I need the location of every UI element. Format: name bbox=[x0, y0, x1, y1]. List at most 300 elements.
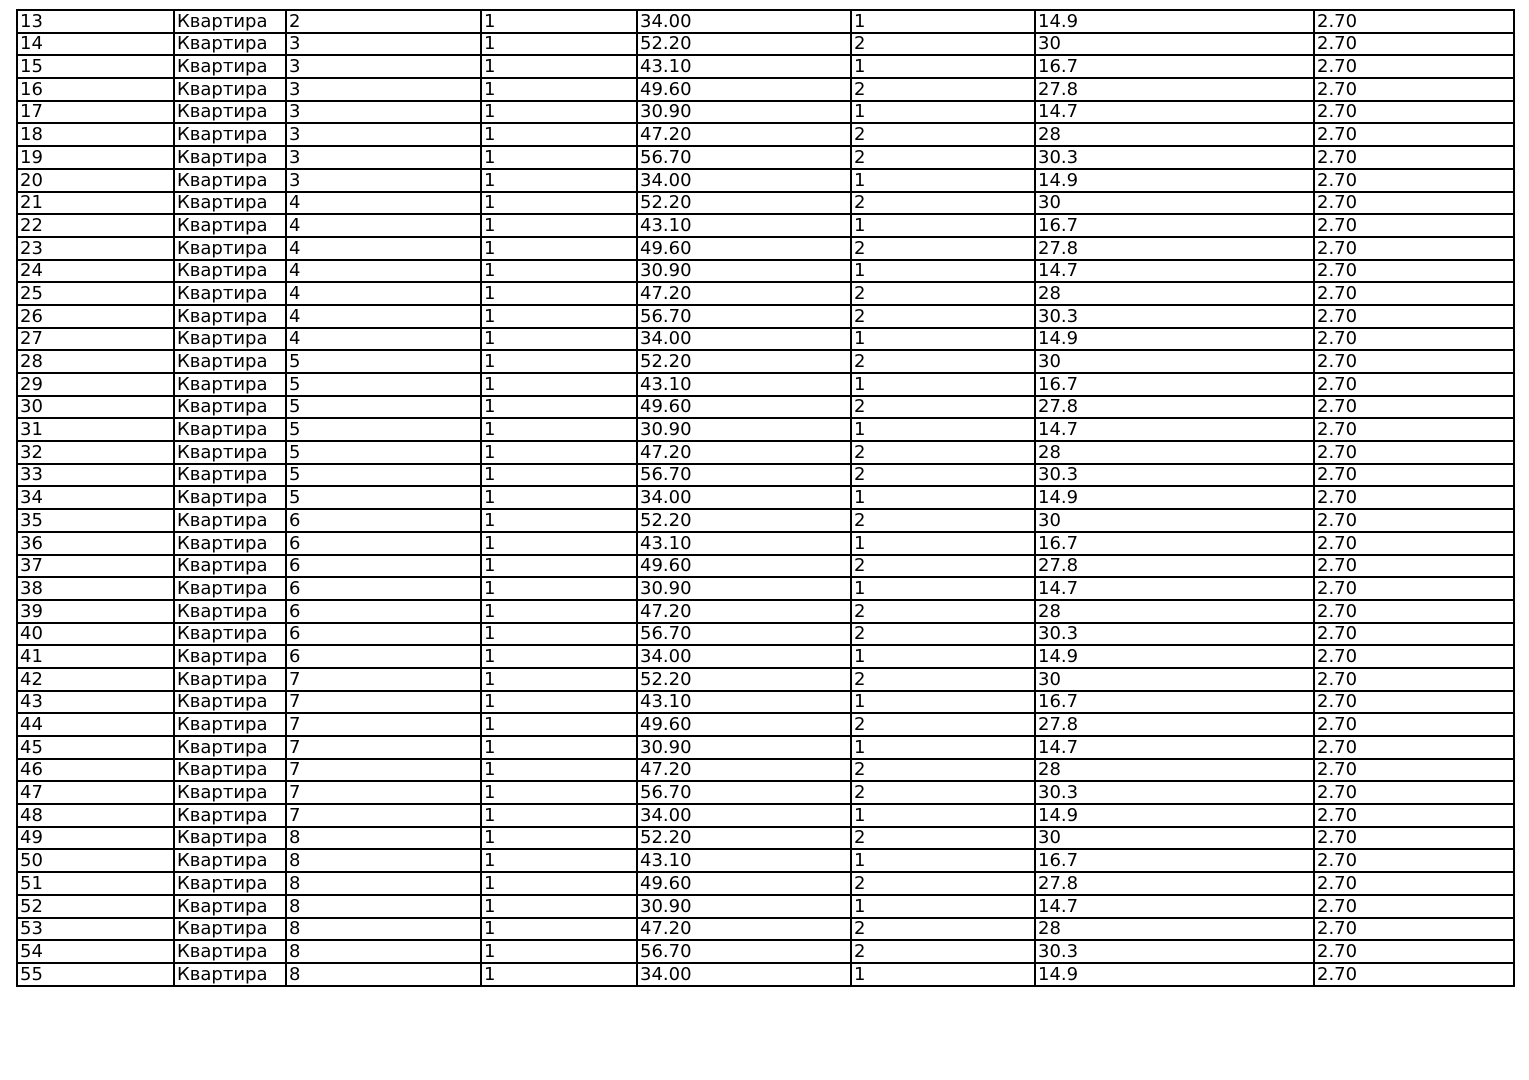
cell-total-area: 30.90 bbox=[637, 260, 851, 283]
cell-floor: 3 bbox=[286, 169, 481, 192]
cell-living-area: 16.7 bbox=[1035, 214, 1314, 237]
cell-section: 1 bbox=[481, 509, 637, 532]
cell-floor: 4 bbox=[286, 328, 481, 351]
table-row bbox=[17, 260, 1514, 283]
cell-section: 1 bbox=[481, 373, 637, 396]
cell-type: Квартира bbox=[174, 373, 286, 396]
table-row bbox=[17, 668, 1514, 691]
cell-living-area: 28 bbox=[1035, 600, 1314, 623]
cell-ceiling-height: 2.70 bbox=[1314, 827, 1514, 850]
cell-rooms: 1 bbox=[851, 736, 1035, 759]
cell-rooms: 2 bbox=[851, 940, 1035, 963]
cell-ceiling-height: 2.70 bbox=[1314, 78, 1514, 101]
cell-section: 1 bbox=[481, 10, 637, 33]
cell-living-area: 16.7 bbox=[1035, 691, 1314, 714]
cell-section: 1 bbox=[481, 645, 637, 668]
cell-section: 1 bbox=[481, 33, 637, 56]
cell-section: 1 bbox=[481, 623, 637, 646]
cell-type: Квартира bbox=[174, 555, 286, 578]
cell-living-area: 14.9 bbox=[1035, 10, 1314, 33]
cell-number: 22 bbox=[17, 214, 174, 237]
cell-type: Квартира bbox=[174, 918, 286, 941]
cell-total-area: 34.00 bbox=[637, 10, 851, 33]
cell-floor: 3 bbox=[286, 55, 481, 78]
cell-section: 1 bbox=[481, 192, 637, 215]
cell-floor: 4 bbox=[286, 192, 481, 215]
cell-number: 14 bbox=[17, 33, 174, 56]
table-row bbox=[17, 736, 1514, 759]
cell-floor: 7 bbox=[286, 804, 481, 827]
cell-section: 1 bbox=[481, 328, 637, 351]
cell-floor: 3 bbox=[286, 101, 481, 124]
cell-floor: 3 bbox=[286, 33, 481, 56]
cell-type: Квартира bbox=[174, 396, 286, 419]
cell-type: Квартира bbox=[174, 486, 286, 509]
cell-ceiling-height: 2.70 bbox=[1314, 169, 1514, 192]
cell-number: 23 bbox=[17, 237, 174, 260]
table-row bbox=[17, 396, 1514, 419]
cell-type: Квартира bbox=[174, 509, 286, 532]
cell-living-area: 16.7 bbox=[1035, 373, 1314, 396]
cell-rooms: 2 bbox=[851, 623, 1035, 646]
cell-floor: 8 bbox=[286, 827, 481, 850]
cell-rooms: 1 bbox=[851, 260, 1035, 283]
cell-living-area: 14.9 bbox=[1035, 804, 1314, 827]
cell-type: Квартира bbox=[174, 668, 286, 691]
cell-floor: 6 bbox=[286, 555, 481, 578]
cell-floor: 5 bbox=[286, 464, 481, 487]
table-row bbox=[17, 781, 1514, 804]
cell-type: Квартира bbox=[174, 78, 286, 101]
cell-section: 1 bbox=[481, 600, 637, 623]
cell-floor: 5 bbox=[286, 441, 481, 464]
cell-rooms: 2 bbox=[851, 192, 1035, 215]
cell-type: Квартира bbox=[174, 759, 286, 782]
cell-total-area: 49.60 bbox=[637, 396, 851, 419]
cell-number: 13 bbox=[17, 10, 174, 33]
cell-total-area: 52.20 bbox=[637, 827, 851, 850]
cell-section: 1 bbox=[481, 555, 637, 578]
cell-floor: 8 bbox=[286, 849, 481, 872]
cell-total-area: 52.20 bbox=[637, 350, 851, 373]
cell-total-area: 49.60 bbox=[637, 78, 851, 101]
cell-rooms: 2 bbox=[851, 33, 1035, 56]
cell-living-area: 27.8 bbox=[1035, 396, 1314, 419]
cell-floor: 7 bbox=[286, 713, 481, 736]
cell-type: Квартира bbox=[174, 282, 286, 305]
cell-rooms: 1 bbox=[851, 169, 1035, 192]
table-row bbox=[17, 78, 1514, 101]
table-row bbox=[17, 464, 1514, 487]
cell-section: 1 bbox=[481, 872, 637, 895]
cell-total-area: 56.70 bbox=[637, 940, 851, 963]
cell-total-area: 47.20 bbox=[637, 918, 851, 941]
cell-floor: 6 bbox=[286, 532, 481, 555]
cell-ceiling-height: 2.70 bbox=[1314, 260, 1514, 283]
cell-rooms: 2 bbox=[851, 396, 1035, 419]
cell-living-area: 16.7 bbox=[1035, 532, 1314, 555]
cell-floor: 8 bbox=[286, 963, 481, 986]
cell-type: Квартира bbox=[174, 532, 286, 555]
cell-living-area: 28 bbox=[1035, 918, 1314, 941]
cell-section: 1 bbox=[481, 237, 637, 260]
cell-ceiling-height: 2.70 bbox=[1314, 532, 1514, 555]
cell-ceiling-height: 2.70 bbox=[1314, 305, 1514, 328]
cell-living-area: 30.3 bbox=[1035, 781, 1314, 804]
cell-ceiling-height: 2.70 bbox=[1314, 940, 1514, 963]
cell-type: Квартира bbox=[174, 736, 286, 759]
cell-type: Квартира bbox=[174, 214, 286, 237]
cell-total-area: 34.00 bbox=[637, 963, 851, 986]
cell-number: 34 bbox=[17, 486, 174, 509]
cell-ceiling-height: 2.70 bbox=[1314, 849, 1514, 872]
cell-rooms: 1 bbox=[851, 532, 1035, 555]
cell-number: 54 bbox=[17, 940, 174, 963]
cell-total-area: 47.20 bbox=[637, 759, 851, 782]
cell-rooms: 1 bbox=[851, 963, 1035, 986]
table-body bbox=[17, 10, 1514, 986]
table-row bbox=[17, 963, 1514, 986]
table-row bbox=[17, 237, 1514, 260]
cell-ceiling-height: 2.70 bbox=[1314, 713, 1514, 736]
cell-rooms: 2 bbox=[851, 668, 1035, 691]
cell-total-area: 30.90 bbox=[637, 101, 851, 124]
cell-living-area: 30.3 bbox=[1035, 305, 1314, 328]
cell-type: Квартира bbox=[174, 781, 286, 804]
cell-floor: 5 bbox=[286, 418, 481, 441]
cell-ceiling-height: 2.70 bbox=[1314, 396, 1514, 419]
cell-living-area: 30.3 bbox=[1035, 464, 1314, 487]
cell-section: 1 bbox=[481, 532, 637, 555]
cell-floor: 6 bbox=[286, 600, 481, 623]
cell-number: 48 bbox=[17, 804, 174, 827]
cell-section: 1 bbox=[481, 78, 637, 101]
cell-living-area: 14.7 bbox=[1035, 101, 1314, 124]
cell-total-area: 49.60 bbox=[637, 555, 851, 578]
cell-number: 26 bbox=[17, 305, 174, 328]
cell-section: 1 bbox=[481, 101, 637, 124]
cell-rooms: 2 bbox=[851, 237, 1035, 260]
cell-total-area: 47.20 bbox=[637, 441, 851, 464]
cell-type: Квартира bbox=[174, 123, 286, 146]
cell-number: 42 bbox=[17, 668, 174, 691]
cell-total-area: 52.20 bbox=[637, 33, 851, 56]
cell-number: 21 bbox=[17, 192, 174, 215]
table-row bbox=[17, 441, 1514, 464]
cell-floor: 5 bbox=[286, 486, 481, 509]
table-row bbox=[17, 759, 1514, 782]
table-row bbox=[17, 123, 1514, 146]
cell-ceiling-height: 2.70 bbox=[1314, 872, 1514, 895]
cell-living-area: 14.7 bbox=[1035, 260, 1314, 283]
cell-floor: 4 bbox=[286, 237, 481, 260]
cell-living-area: 14.7 bbox=[1035, 577, 1314, 600]
cell-floor: 2 bbox=[286, 10, 481, 33]
cell-type: Квартира bbox=[174, 849, 286, 872]
table-row bbox=[17, 214, 1514, 237]
cell-type: Квартира bbox=[174, 101, 286, 124]
cell-section: 1 bbox=[481, 55, 637, 78]
cell-ceiling-height: 2.70 bbox=[1314, 441, 1514, 464]
cell-total-area: 30.90 bbox=[637, 418, 851, 441]
cell-floor: 3 bbox=[286, 123, 481, 146]
cell-ceiling-height: 2.70 bbox=[1314, 328, 1514, 351]
cell-total-area: 56.70 bbox=[637, 781, 851, 804]
cell-total-area: 30.90 bbox=[637, 895, 851, 918]
cell-section: 1 bbox=[481, 350, 637, 373]
cell-ceiling-height: 2.70 bbox=[1314, 555, 1514, 578]
cell-type: Квартира bbox=[174, 260, 286, 283]
table-row bbox=[17, 350, 1514, 373]
table-row bbox=[17, 713, 1514, 736]
cell-section: 1 bbox=[481, 169, 637, 192]
cell-number: 53 bbox=[17, 918, 174, 941]
cell-total-area: 47.20 bbox=[637, 123, 851, 146]
cell-total-area: 43.10 bbox=[637, 532, 851, 555]
cell-total-area: 47.20 bbox=[637, 282, 851, 305]
cell-living-area: 14.9 bbox=[1035, 645, 1314, 668]
cell-rooms: 1 bbox=[851, 328, 1035, 351]
cell-number: 51 bbox=[17, 872, 174, 895]
cell-floor: 5 bbox=[286, 350, 481, 373]
cell-living-area: 28 bbox=[1035, 123, 1314, 146]
cell-ceiling-height: 2.70 bbox=[1314, 509, 1514, 532]
cell-floor: 5 bbox=[286, 373, 481, 396]
table-row bbox=[17, 804, 1514, 827]
cell-total-area: 30.90 bbox=[637, 736, 851, 759]
cell-section: 1 bbox=[481, 441, 637, 464]
cell-rooms: 1 bbox=[851, 101, 1035, 124]
cell-rooms: 1 bbox=[851, 486, 1035, 509]
cell-living-area: 28 bbox=[1035, 441, 1314, 464]
cell-rooms: 1 bbox=[851, 373, 1035, 396]
cell-section: 1 bbox=[481, 282, 637, 305]
cell-rooms: 1 bbox=[851, 10, 1035, 33]
cell-floor: 4 bbox=[286, 260, 481, 283]
cell-type: Квартира bbox=[174, 577, 286, 600]
table-row bbox=[17, 33, 1514, 56]
cell-number: 41 bbox=[17, 645, 174, 668]
cell-living-area: 30.3 bbox=[1035, 146, 1314, 169]
cell-rooms: 1 bbox=[851, 214, 1035, 237]
cell-floor: 8 bbox=[286, 872, 481, 895]
cell-type: Квартира bbox=[174, 418, 286, 441]
cell-floor: 8 bbox=[286, 918, 481, 941]
cell-floor: 3 bbox=[286, 78, 481, 101]
cell-type: Квартира bbox=[174, 305, 286, 328]
cell-section: 1 bbox=[481, 736, 637, 759]
cell-ceiling-height: 2.70 bbox=[1314, 33, 1514, 56]
cell-number: 44 bbox=[17, 713, 174, 736]
cell-ceiling-height: 2.70 bbox=[1314, 691, 1514, 714]
cell-living-area: 14.7 bbox=[1035, 895, 1314, 918]
cell-total-area: 34.00 bbox=[637, 328, 851, 351]
cell-total-area: 49.60 bbox=[637, 872, 851, 895]
cell-floor: 6 bbox=[286, 623, 481, 646]
cell-section: 1 bbox=[481, 123, 637, 146]
cell-living-area: 30 bbox=[1035, 33, 1314, 56]
cell-section: 1 bbox=[481, 849, 637, 872]
cell-floor: 8 bbox=[286, 895, 481, 918]
cell-total-area: 34.00 bbox=[637, 804, 851, 827]
cell-number: 39 bbox=[17, 600, 174, 623]
cell-ceiling-height: 2.70 bbox=[1314, 464, 1514, 487]
cell-number: 49 bbox=[17, 827, 174, 850]
cell-living-area: 14.9 bbox=[1035, 328, 1314, 351]
cell-living-area: 30.3 bbox=[1035, 940, 1314, 963]
cell-type: Квартира bbox=[174, 713, 286, 736]
table-row bbox=[17, 895, 1514, 918]
cell-rooms: 2 bbox=[851, 759, 1035, 782]
cell-living-area: 30 bbox=[1035, 668, 1314, 691]
cell-rooms: 2 bbox=[851, 123, 1035, 146]
cell-total-area: 49.60 bbox=[637, 713, 851, 736]
cell-ceiling-height: 2.70 bbox=[1314, 214, 1514, 237]
cell-floor: 8 bbox=[286, 940, 481, 963]
table-row bbox=[17, 55, 1514, 78]
cell-rooms: 1 bbox=[851, 645, 1035, 668]
cell-section: 1 bbox=[481, 895, 637, 918]
cell-floor: 6 bbox=[286, 577, 481, 600]
cell-ceiling-height: 2.70 bbox=[1314, 963, 1514, 986]
cell-number: 27 bbox=[17, 328, 174, 351]
table-row bbox=[17, 418, 1514, 441]
cell-rooms: 2 bbox=[851, 441, 1035, 464]
cell-living-area: 30 bbox=[1035, 350, 1314, 373]
table-row bbox=[17, 373, 1514, 396]
cell-total-area: 43.10 bbox=[637, 214, 851, 237]
cell-section: 1 bbox=[481, 781, 637, 804]
cell-ceiling-height: 2.70 bbox=[1314, 600, 1514, 623]
table-row bbox=[17, 192, 1514, 215]
cell-rooms: 2 bbox=[851, 146, 1035, 169]
cell-number: 40 bbox=[17, 623, 174, 646]
cell-number: 46 bbox=[17, 759, 174, 782]
cell-ceiling-height: 2.70 bbox=[1314, 781, 1514, 804]
cell-type: Квартира bbox=[174, 350, 286, 373]
cell-total-area: 30.90 bbox=[637, 577, 851, 600]
cell-type: Квартира bbox=[174, 192, 286, 215]
cell-living-area: 14.7 bbox=[1035, 418, 1314, 441]
cell-number: 15 bbox=[17, 55, 174, 78]
cell-rooms: 1 bbox=[851, 804, 1035, 827]
cell-floor: 7 bbox=[286, 781, 481, 804]
cell-type: Квартира bbox=[174, 623, 286, 646]
cell-section: 1 bbox=[481, 918, 637, 941]
table-row bbox=[17, 486, 1514, 509]
cell-type: Квартира bbox=[174, 146, 286, 169]
cell-ceiling-height: 2.70 bbox=[1314, 10, 1514, 33]
cell-living-area: 27.8 bbox=[1035, 713, 1314, 736]
cell-total-area: 34.00 bbox=[637, 645, 851, 668]
cell-living-area: 30 bbox=[1035, 192, 1314, 215]
cell-ceiling-height: 2.70 bbox=[1314, 645, 1514, 668]
cell-living-area: 14.9 bbox=[1035, 169, 1314, 192]
cell-total-area: 43.10 bbox=[637, 849, 851, 872]
table-row bbox=[17, 509, 1514, 532]
cell-ceiling-height: 2.70 bbox=[1314, 736, 1514, 759]
table-row bbox=[17, 328, 1514, 351]
cell-section: 1 bbox=[481, 486, 637, 509]
cell-ceiling-height: 2.70 bbox=[1314, 350, 1514, 373]
cell-rooms: 2 bbox=[851, 872, 1035, 895]
cell-number: 38 bbox=[17, 577, 174, 600]
cell-ceiling-height: 2.70 bbox=[1314, 623, 1514, 646]
cell-number: 30 bbox=[17, 396, 174, 419]
cell-ceiling-height: 2.70 bbox=[1314, 237, 1514, 260]
cell-number: 28 bbox=[17, 350, 174, 373]
cell-section: 1 bbox=[481, 305, 637, 328]
cell-living-area: 16.7 bbox=[1035, 55, 1314, 78]
cell-rooms: 2 bbox=[851, 464, 1035, 487]
cell-living-area: 27.8 bbox=[1035, 872, 1314, 895]
cell-number: 25 bbox=[17, 282, 174, 305]
table-row bbox=[17, 305, 1514, 328]
cell-number: 19 bbox=[17, 146, 174, 169]
cell-floor: 7 bbox=[286, 691, 481, 714]
cell-number: 36 bbox=[17, 532, 174, 555]
cell-rooms: 1 bbox=[851, 849, 1035, 872]
cell-living-area: 30 bbox=[1035, 827, 1314, 850]
cell-total-area: 52.20 bbox=[637, 509, 851, 532]
cell-section: 1 bbox=[481, 963, 637, 986]
cell-living-area: 28 bbox=[1035, 759, 1314, 782]
cell-ceiling-height: 2.70 bbox=[1314, 759, 1514, 782]
cell-section: 1 bbox=[481, 577, 637, 600]
cell-ceiling-height: 2.70 bbox=[1314, 577, 1514, 600]
cell-number: 31 bbox=[17, 418, 174, 441]
cell-number: 35 bbox=[17, 509, 174, 532]
cell-living-area: 27.8 bbox=[1035, 555, 1314, 578]
cell-rooms: 2 bbox=[851, 282, 1035, 305]
cell-section: 1 bbox=[481, 464, 637, 487]
cell-rooms: 1 bbox=[851, 577, 1035, 600]
table-row bbox=[17, 169, 1514, 192]
cell-living-area: 14.9 bbox=[1035, 486, 1314, 509]
cell-floor: 4 bbox=[286, 214, 481, 237]
cell-floor: 7 bbox=[286, 668, 481, 691]
cell-section: 1 bbox=[481, 214, 637, 237]
cell-type: Квартира bbox=[174, 237, 286, 260]
cell-ceiling-height: 2.70 bbox=[1314, 895, 1514, 918]
table-row bbox=[17, 827, 1514, 850]
cell-rooms: 1 bbox=[851, 895, 1035, 918]
cell-rooms: 1 bbox=[851, 55, 1035, 78]
cell-number: 37 bbox=[17, 555, 174, 578]
cell-number: 20 bbox=[17, 169, 174, 192]
cell-type: Квартира bbox=[174, 55, 286, 78]
table-row bbox=[17, 146, 1514, 169]
cell-floor: 4 bbox=[286, 282, 481, 305]
cell-floor: 6 bbox=[286, 645, 481, 668]
cell-rooms: 1 bbox=[851, 418, 1035, 441]
cell-section: 1 bbox=[481, 804, 637, 827]
cell-living-area: 28 bbox=[1035, 282, 1314, 305]
cell-ceiling-height: 2.70 bbox=[1314, 146, 1514, 169]
cell-rooms: 2 bbox=[851, 350, 1035, 373]
cell-number: 43 bbox=[17, 691, 174, 714]
cell-ceiling-height: 2.70 bbox=[1314, 55, 1514, 78]
cell-section: 1 bbox=[481, 691, 637, 714]
table-row bbox=[17, 555, 1514, 578]
cell-rooms: 2 bbox=[851, 827, 1035, 850]
cell-section: 1 bbox=[481, 396, 637, 419]
cell-type: Квартира bbox=[174, 600, 286, 623]
cell-type: Квартира bbox=[174, 169, 286, 192]
cell-section: 1 bbox=[481, 146, 637, 169]
cell-ceiling-height: 2.70 bbox=[1314, 918, 1514, 941]
cell-section: 1 bbox=[481, 827, 637, 850]
